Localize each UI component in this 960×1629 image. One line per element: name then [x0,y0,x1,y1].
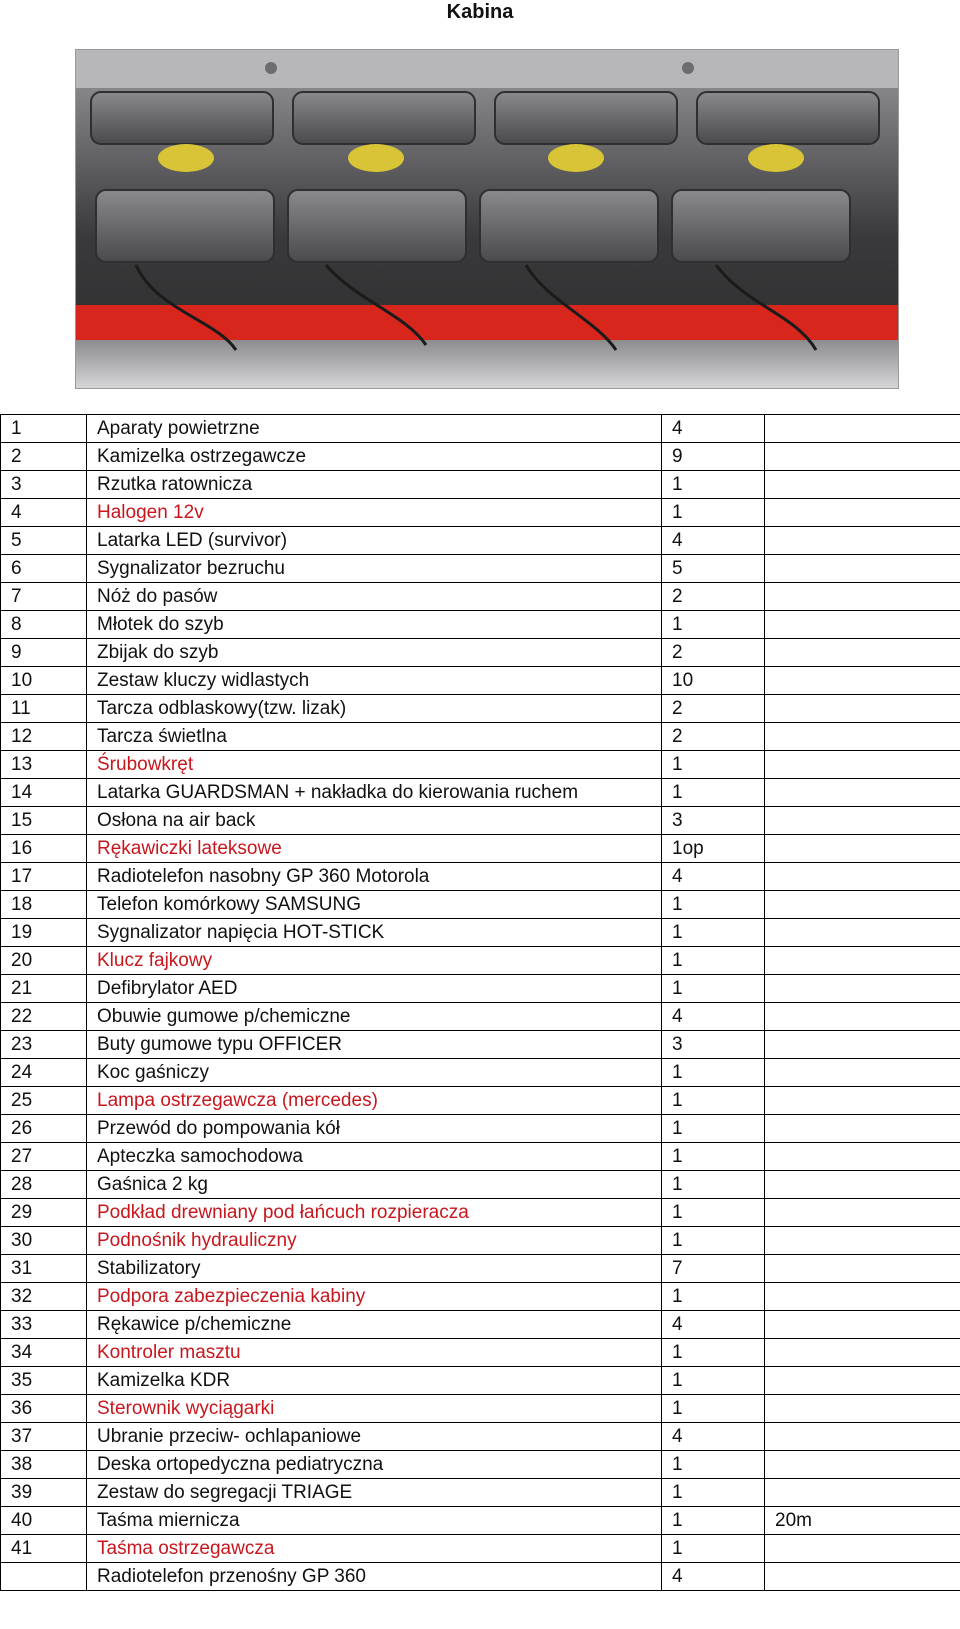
note-cell [765,1311,960,1339]
quantity-cell: 4 [662,1311,765,1339]
note-cell [765,1395,960,1423]
item-name-cell: Deska ortopedyczna pediatryczna [87,1451,662,1479]
item-name-cell: Rękawiczki lateksowe [87,835,662,863]
row-number-cell: 27 [1,1143,87,1171]
quantity-cell: 1 [662,1171,765,1199]
row-number-cell: 8 [1,611,87,639]
item-name-cell: Przewód do pompowania kół [87,1115,662,1143]
quantity-cell: 1 [662,975,765,1003]
item-name-cell: Taśma miernicza [87,1507,662,1535]
table-row [1,1563,960,1591]
table-row [1,807,960,835]
table-row [1,947,960,975]
quantity-cell: 1 [662,779,765,807]
quantity-cell: 1 [662,1059,765,1087]
note-cell [765,919,960,947]
row-number-cell: 39 [1,1479,87,1507]
row-number-cell: 20 [1,947,87,975]
row-number-cell: 3 [1,471,87,499]
quantity-cell: 1 [662,1283,765,1311]
page-title: Kabina [446,1,514,23]
item-name-cell: Podnośnik hydrauliczny [87,1227,662,1255]
item-name-cell: Ubranie przeciw- ochlapaniowe [87,1423,662,1451]
note-cell [765,1479,960,1507]
note-cell [765,639,960,667]
equipment-table [0,414,960,1591]
note-cell [765,1423,960,1451]
item-name-cell: Radiotelefon nasobny GP 360 Motorola [87,863,662,891]
row-number-cell: 28 [1,1171,87,1199]
item-name-cell: Tarcza odblaskowy(tzw. lizak) [87,695,662,723]
item-name-cell: Nóż do pasów [87,583,662,611]
note-cell [765,1031,960,1059]
note-cell [765,443,960,471]
note-cell [765,499,960,527]
item-name-cell: Kamizelka KDR [87,1367,662,1395]
quantity-cell: 4 [662,1003,765,1031]
note-cell [765,1115,960,1143]
table-row [1,1003,960,1031]
table-row [1,723,960,751]
note-cell [765,1227,960,1255]
note-cell [765,527,960,555]
row-number-cell: 19 [1,919,87,947]
quantity-cell: 4 [662,1423,765,1451]
note-cell [765,667,960,695]
row-number-cell: 6 [1,555,87,583]
table-row [1,1031,960,1059]
item-name-cell: Defibrylator AED [87,975,662,1003]
item-name-cell: Koc gaśniczy [87,1059,662,1087]
item-name-cell: Halogen 12v [87,499,662,527]
note-cell [765,1199,960,1227]
item-name-cell: Osłona na air back [87,807,662,835]
table-row [1,1367,960,1395]
row-number-cell: 5 [1,527,87,555]
table-row [1,1143,960,1171]
item-name-cell: Lampa ostrzegawcza (mercedes) [87,1087,662,1115]
table-row [1,1451,960,1479]
table-row [1,779,960,807]
quantity-cell: 1 [662,1339,765,1367]
table-row [1,1059,960,1087]
row-number-cell: 40 [1,1507,87,1535]
table-row [1,555,960,583]
table-row [1,863,960,891]
quantity-cell: 3 [662,1031,765,1059]
note-cell [765,723,960,751]
quantity-cell: 1 [662,751,765,779]
note-cell [765,1339,960,1367]
item-name-cell: Zestaw kluczy widlastych [87,667,662,695]
quantity-cell: 1 [662,1451,765,1479]
item-name-cell: Buty gumowe typu OFFICER [87,1031,662,1059]
quantity-cell: 7 [662,1255,765,1283]
table-row [1,639,960,667]
note-cell [765,975,960,1003]
note-cell [765,1143,960,1171]
quantity-cell: 1 [662,1227,765,1255]
quantity-cell: 1 [662,1507,765,1535]
item-name-cell: Apteczka samochodowa [87,1143,662,1171]
quantity-cell: 1 [662,1395,765,1423]
table-row [1,527,960,555]
quantity-cell: 1 [662,947,765,975]
quantity-cell: 2 [662,723,765,751]
item-name-cell: Stabilizatory [87,1255,662,1283]
note-cell [765,1059,960,1087]
row-number-cell: 36 [1,1395,87,1423]
quantity-cell: 2 [662,639,765,667]
row-number-cell: 2 [1,443,87,471]
cabin-photo-image [76,50,898,388]
item-name-cell: Aparaty powietrzne [87,415,662,443]
row-number-cell: 10 [1,667,87,695]
table-row [1,667,960,695]
quantity-cell: 1 [662,891,765,919]
table-row [1,975,960,1003]
equipment-table-body [1,415,960,1591]
table-row [1,891,960,919]
row-number-cell: 31 [1,1255,87,1283]
quantity-cell: 1 [662,1199,765,1227]
table-row [1,1311,960,1339]
quantity-cell: 1op [662,835,765,863]
table-row [1,1535,960,1563]
table-row [1,1199,960,1227]
note-cell [765,1087,960,1115]
table-row [1,1339,960,1367]
table-row [1,1255,960,1283]
item-name-cell: Rzutka ratownicza [87,471,662,499]
quantity-cell: 1 [662,499,765,527]
row-number-cell: 14 [1,779,87,807]
item-name-cell: Śrubowkręt [87,751,662,779]
quantity-cell: 1 [662,1087,765,1115]
table-row [1,471,960,499]
note-cell [765,1367,960,1395]
item-name-cell: Kamizelka ostrzegawcze [87,443,662,471]
row-number-cell: 34 [1,1339,87,1367]
row-number-cell: 32 [1,1283,87,1311]
table-row [1,1115,960,1143]
quantity-cell: 4 [662,415,765,443]
row-number-cell: 4 [1,499,87,527]
quantity-cell: 5 [662,555,765,583]
note-cell [765,555,960,583]
note-cell [765,863,960,891]
item-name-cell: Zestaw do segregacji TRIAGE [87,1479,662,1507]
item-name-cell: Telefon komórkowy SAMSUNG [87,891,662,919]
table-row [1,1479,960,1507]
row-number-cell: 12 [1,723,87,751]
table-row [1,919,960,947]
note-cell [765,471,960,499]
note-cell [765,1563,960,1591]
quantity-cell: 1 [662,471,765,499]
row-number-cell: 23 [1,1031,87,1059]
row-number-cell: 17 [1,863,87,891]
row-number-cell: 38 [1,1451,87,1479]
quantity-cell: 9 [662,443,765,471]
table-row [1,1507,960,1535]
note-cell [765,779,960,807]
row-number-cell: 1 [1,415,87,443]
row-number-cell: 22 [1,1003,87,1031]
note-cell [765,583,960,611]
item-name-cell: Gaśnica 2 kg [87,1171,662,1199]
quantity-cell: 1 [662,1367,765,1395]
note-cell [765,835,960,863]
table-row [1,583,960,611]
table-row [1,499,960,527]
note-cell [765,695,960,723]
row-number-cell: 9 [1,639,87,667]
table-row [1,611,960,639]
item-name-cell: Podkład drewniany pod łańcuch rozpieracza [87,1199,662,1227]
item-name-cell: Latarka GUARDSMAN + nakładka do kierowania ruchem [87,779,662,807]
row-number-cell: 29 [1,1199,87,1227]
table-row [1,1227,960,1255]
row-number-cell: 30 [1,1227,87,1255]
quantity-cell: 4 [662,527,765,555]
table-row [1,1171,960,1199]
item-name-cell: Taśma ostrzegawcza [87,1535,662,1563]
item-name-cell: Latarka LED (survivor) [87,527,662,555]
quantity-cell: 3 [662,807,765,835]
item-name-cell: Podpora zabezpieczenia kabiny [87,1283,662,1311]
table-row [1,1283,960,1311]
quantity-cell: 1 [662,1143,765,1171]
row-number-cell: 33 [1,1311,87,1339]
row-number-cell: 16 [1,835,87,863]
table-row [1,1395,960,1423]
quantity-cell: 4 [662,1563,765,1591]
note-cell [765,1283,960,1311]
row-number-cell: 24 [1,1059,87,1087]
note-cell [765,1171,960,1199]
table-row [1,443,960,471]
note-cell [765,1255,960,1283]
note-cell [765,1003,960,1031]
table-row [1,1087,960,1115]
note-cell [765,751,960,779]
note-cell [765,891,960,919]
row-number-cell: 37 [1,1423,87,1451]
quantity-cell: 1 [662,1535,765,1563]
row-number-cell: 26 [1,1115,87,1143]
quantity-cell: 1 [662,611,765,639]
quantity-cell: 1 [662,1115,765,1143]
table-row [1,695,960,723]
note-cell [765,1451,960,1479]
row-number-cell [1,1563,87,1591]
item-name-cell: Zbijak do szyb [87,639,662,667]
quantity-cell: 1 [662,919,765,947]
item-name-cell: Kontroler masztu [87,1339,662,1367]
table-row [1,415,960,443]
item-name-cell: Młotek do szyb [87,611,662,639]
quantity-cell: 4 [662,863,765,891]
item-name-cell: Sygnalizator bezruchu [87,555,662,583]
item-name-cell: Klucz fajkowy [87,947,662,975]
item-name-cell: Radiotelefon przenośny GP 360 [87,1563,662,1591]
item-name-cell: Sygnalizator napięcia HOT-STICK [87,919,662,947]
row-number-cell: 15 [1,807,87,835]
row-number-cell: 25 [1,1087,87,1115]
table-row [1,1423,960,1451]
row-number-cell: 35 [1,1367,87,1395]
item-name-cell: Rękawice p/chemiczne [87,1311,662,1339]
row-number-cell: 7 [1,583,87,611]
quantity-cell: 2 [662,583,765,611]
row-number-cell: 18 [1,891,87,919]
table-row [1,751,960,779]
quantity-cell: 1 [662,1479,765,1507]
quantity-cell: 2 [662,695,765,723]
row-number-cell: 41 [1,1535,87,1563]
item-name-cell: Sterownik wyciągarki [87,1395,662,1423]
item-name-cell: Obuwie gumowe p/chemiczne [87,1003,662,1031]
row-number-cell: 11 [1,695,87,723]
note-cell [765,807,960,835]
table-row [1,835,960,863]
row-number-cell: 21 [1,975,87,1003]
note-cell [765,415,960,443]
note-cell [765,1535,960,1563]
note-cell [765,611,960,639]
note-cell: 20m [765,1507,960,1535]
row-number-cell: 13 [1,751,87,779]
item-name-cell: Tarcza świetlna [87,723,662,751]
quantity-cell: 10 [662,667,765,695]
cabin-photo [75,49,899,389]
note-cell [765,947,960,975]
